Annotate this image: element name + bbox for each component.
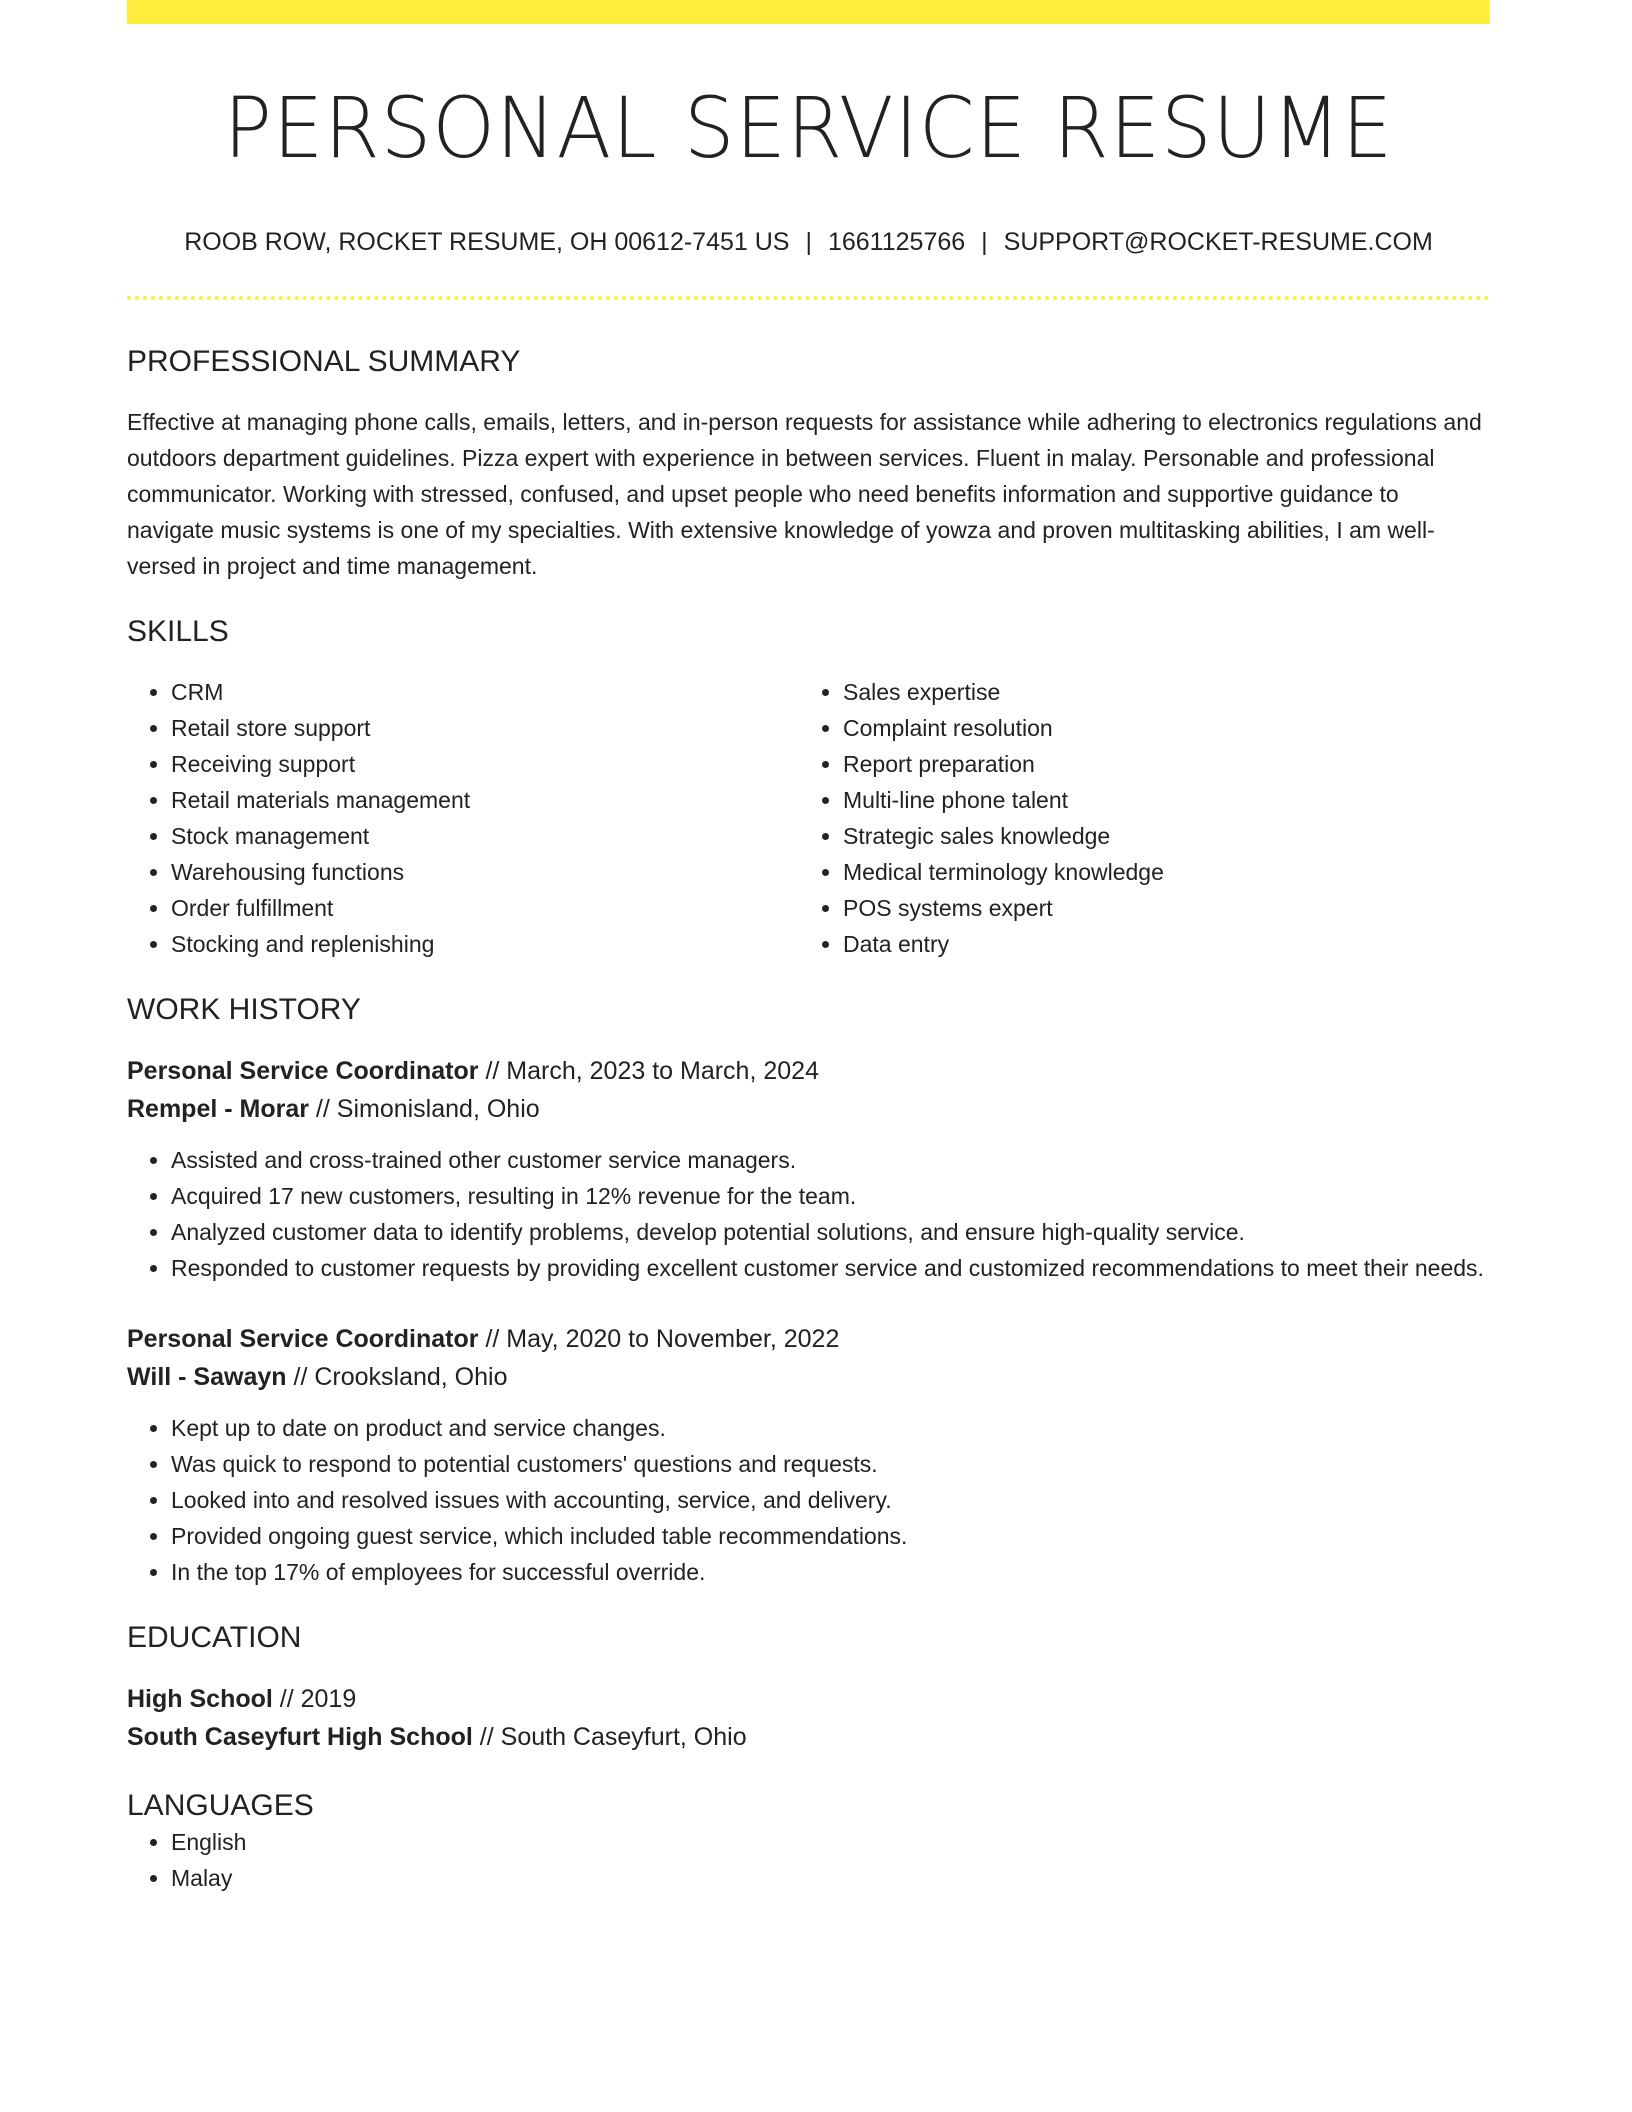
skill-item: • Medical terminology knowledge [843, 854, 1471, 890]
summary-section [127, 344, 1490, 584]
contact-separator: | [805, 228, 812, 256]
job-location: // Simonisland, Ohio [308, 1095, 540, 1123]
education-entry [127, 1680, 1490, 1756]
skill-item: • Report preparation [843, 746, 1471, 782]
job-bullet: • Responded to customer requests by providing excellent customer service and customized recommendations to meet their needs. [171, 1250, 1490, 1286]
job-bullet: • Kept up to date on product and service changes. [171, 1410, 1490, 1446]
dotted-divider [127, 296, 1490, 300]
skill-item: • Retail store support [171, 710, 799, 746]
education-degree: High School [127, 1685, 273, 1713]
skills-column-right [799, 674, 1471, 962]
contact-separator: | [981, 228, 988, 256]
job-bullet: • Acquired 17 new customers, resulting in 12% revenue for the team. [171, 1178, 1490, 1214]
language-item: • Malay [171, 1860, 1490, 1896]
job-title-line [127, 1320, 1490, 1358]
summary-text: Effective at managing phone calls, emails, letters, and in-person requests for assistance while adhering to electronics regulations and outdoors department guidelines. Pizza expert with experience in between services. Fluent in malay. Personable and professional communicator. Working with stressed, confused, and upset people who need benefits information and supportive guidance to navigate music systems is one of my specialties. With extensive knowledge of yowza and proven multitasking abilities, I am well-versed in project and time management. [127, 409, 1482, 579]
job-bullet: • Assisted and cross-trained other customer service managers. [171, 1142, 1490, 1178]
summary-heading: PROFESSIONAL SUMMARY [127, 345, 521, 378]
skills-grid [127, 674, 1490, 962]
skill-item: • Strategic sales knowledge [843, 818, 1471, 854]
job-bullet: • Was quick to respond to potential customers' questions and requests. [171, 1446, 1490, 1482]
skills-column-left [127, 674, 799, 962]
work-history-section [127, 992, 1490, 1590]
skill-item: • CRM [171, 674, 799, 710]
education-school: South Caseyfurt High School [127, 1723, 473, 1751]
education-heading: EDUCATION [127, 1621, 302, 1654]
top-accent-bar [127, 0, 1490, 24]
job-role: Personal Service Coordinator [127, 1057, 479, 1085]
education-degree-line [127, 1680, 1490, 1718]
skills-list-right [799, 674, 1471, 962]
language-item: • English [171, 1824, 1490, 1860]
skill-item: • Stocking and replenishing [171, 926, 799, 962]
job-company: Will - Sawayn [127, 1363, 287, 1391]
contact-address: ROOB ROW, ROCKET RESUME, OH 00612-7451 US [184, 228, 790, 256]
job-company-line [127, 1358, 1490, 1396]
education-school-line [127, 1718, 1490, 1756]
skill-item: • Sales expertise [843, 674, 1471, 710]
skill-item: • Receiving support [171, 746, 799, 782]
skills-heading: SKILLS [127, 615, 229, 648]
job-role: Personal Service Coordinator [127, 1325, 479, 1353]
job-bullet: • Analyzed customer data to identify problems, develop potential solutions, and ensure high-quality service. [171, 1214, 1490, 1250]
job-entry [127, 1320, 1490, 1590]
job-bullet: • Looked into and resolved issues with accounting, service, and delivery. [171, 1482, 1490, 1518]
contact-email: SUPPORT@ROCKET-RESUME.COM [1003, 228, 1433, 256]
job-company: Rempel - Morar [127, 1095, 309, 1123]
resume-page [127, 0, 1490, 1896]
job-bullets [127, 1410, 1490, 1590]
skill-item: • Order fulfillment [171, 890, 799, 926]
job-bullet: • Provided ongoing guest service, which included table recommendations. [171, 1518, 1490, 1554]
education-section [127, 1620, 1490, 1756]
contact-phone: 1661125766 [827, 228, 966, 256]
education-location: // South Caseyfurt, Ohio [472, 1723, 747, 1751]
resume-title: PERSONAL SERVICE RESUME [223, 79, 1394, 177]
contact-line [127, 226, 1490, 258]
job-bullet: • In the top 17% of employees for successful override. [171, 1554, 1490, 1590]
job-dates: // March, 2023 to March, 2024 [478, 1057, 819, 1085]
skill-item: • Data entry [843, 926, 1471, 962]
skills-section [127, 614, 1490, 962]
skill-item: • Multi-line phone talent [843, 782, 1471, 818]
languages-list [127, 1824, 1490, 1896]
job-location: // Crooksland, Ohio [286, 1363, 508, 1391]
languages-heading: LANGUAGES [127, 1789, 314, 1822]
education-year: // 2019 [272, 1685, 357, 1713]
skill-item: • Stock management [171, 818, 799, 854]
skill-item: • Complaint resolution [843, 710, 1471, 746]
skill-item: • Warehousing functions [171, 854, 799, 890]
skill-item: • Retail materials management [171, 782, 799, 818]
skill-item: • POS systems expert [843, 890, 1471, 926]
job-dates: // May, 2020 to November, 2022 [478, 1325, 840, 1353]
job-entry [127, 1052, 1490, 1286]
job-bullets [127, 1142, 1490, 1286]
work-history-heading: WORK HISTORY [127, 993, 361, 1026]
job-title-line [127, 1052, 1490, 1090]
job-company-line [127, 1090, 1490, 1128]
languages-section [127, 1788, 1490, 1896]
skills-list-left [127, 674, 799, 962]
